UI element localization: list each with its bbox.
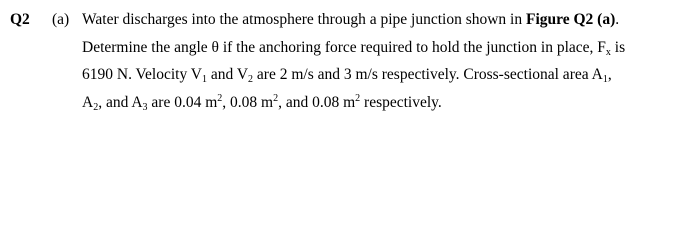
line3-text-c: are 2 m/s and 3 m/s respectively. Cross-sectional area A <box>253 66 603 83</box>
line4-text-d: , 0.08 m <box>222 93 274 111</box>
line4-text-b: , and A <box>98 93 143 111</box>
line3-text-b: and V <box>206 66 249 83</box>
line1-end: . <box>615 11 620 28</box>
part-label: (a) <box>52 11 70 28</box>
subscript-1: 1 <box>201 74 207 85</box>
question-line-3 <box>82 63 672 87</box>
line2-text: Determine the angle θ if the anchoring force required to hold the junction in place, F <box>82 38 606 56</box>
superscript-2c: 2 <box>355 92 361 104</box>
line4-text-f: respectively. <box>360 93 442 111</box>
line4-text-e: , and 0.08 m <box>278 93 356 111</box>
question-line-1 <box>82 8 672 32</box>
question-line-2 <box>82 36 672 60</box>
subscript-x: x <box>605 46 611 58</box>
line3-text-a: 6190 N. Velocity V <box>82 66 202 83</box>
subscript-1b: 1 <box>602 74 608 85</box>
question-number: Q2 <box>10 11 30 28</box>
subscript-3: 3 <box>142 101 148 113</box>
superscript-2b: 2 <box>273 92 279 104</box>
superscript-2a: 2 <box>217 92 223 104</box>
question-text <box>82 8 672 115</box>
line4-text-a: A <box>82 93 94 111</box>
line3-text-d: , <box>607 66 612 83</box>
figure-reference: Figure Q2 (a) <box>526 11 616 28</box>
line1-text: Water discharges into the atmosphere through a pipe junction shown in <box>82 11 526 28</box>
subscript-2b: 2 <box>93 101 99 113</box>
subscript-2: 2 <box>248 74 254 85</box>
line4-text-c: are 0.04 m <box>147 93 218 111</box>
question-line-4 <box>82 91 672 115</box>
line2-end: is <box>610 38 626 56</box>
